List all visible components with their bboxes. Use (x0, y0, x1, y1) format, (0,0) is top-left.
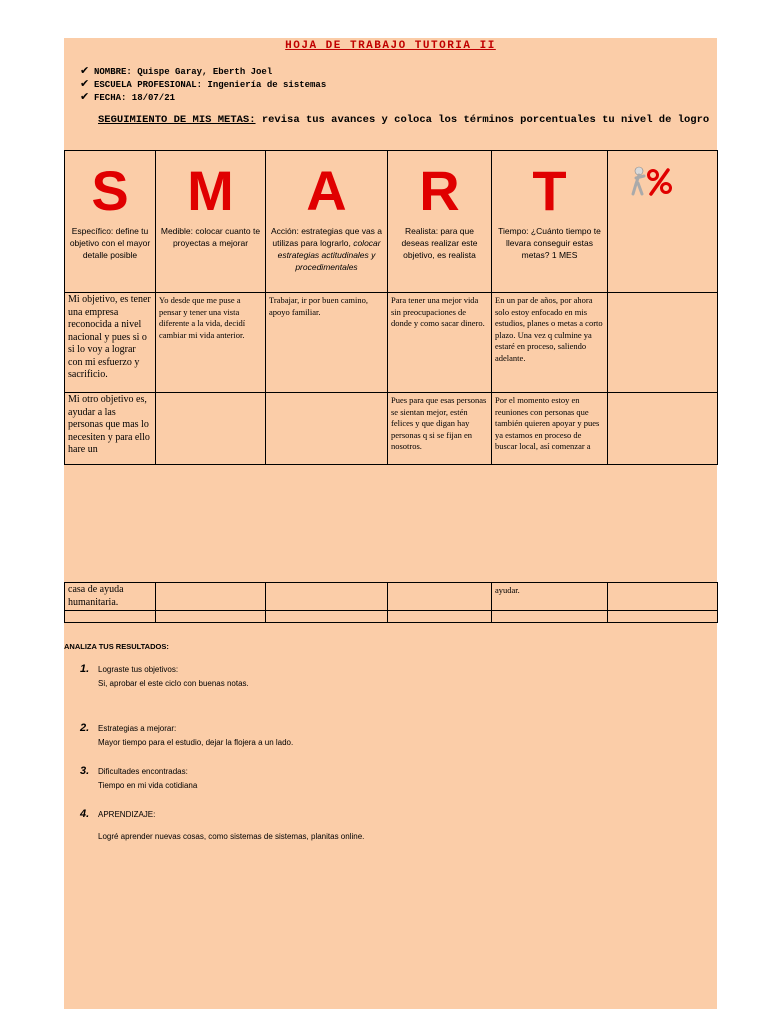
desc-r: Realista: para que deseas realizar este objetivo, es realista (401, 226, 478, 260)
letter-r: R (419, 159, 460, 222)
header-t (492, 151, 608, 293)
row2-percent[interactable] (608, 393, 718, 465)
cont-percent[interactable] (608, 583, 718, 611)
checkmark-icon: ✔ (80, 77, 90, 90)
smart-header-row (65, 151, 718, 293)
desc-s: Específico: define tu objetivo con el mayor detalle posible (69, 226, 151, 260)
info-nombre: ✔ NOMBRE: Quispe Garay, Eberth Joel (80, 64, 273, 77)
cont-r (388, 583, 492, 611)
row1-r: Para tener una mejor vida sin preocupaciones de donde y como sacar dinero. (388, 293, 492, 393)
smart-table-continued (64, 582, 718, 623)
page-title: HOJA DE TRABAJO TUTORIA II (285, 40, 496, 52)
header-s (65, 151, 156, 293)
table-row (65, 611, 718, 623)
cont-t: ayudar. (492, 583, 608, 611)
desc-t: Tiempo: ¿Cuánto tiempo te llevara conseguir estas metas? 1 MES (498, 226, 601, 260)
goals-instruction (98, 114, 716, 127)
cont-m (156, 583, 266, 611)
row2-m (156, 393, 266, 465)
header-r (388, 151, 492, 293)
row1-m: Yo desde que me puse a pensar y tener una vista diferente a la vida, decidí cambiar mi vida anterior. (156, 293, 266, 393)
info-escuela: ✔ ESCUELA PROFESIONAL: Ingeniería de sistemas (80, 77, 327, 90)
percent-figure-icon (630, 164, 678, 198)
worksheet-background-bottom (64, 615, 717, 1009)
goals-label: SEGUIMIENTO DE MIS METAS: (98, 114, 256, 126)
desc-m: Medible: colocar cuanto te proyectas a mejorar (160, 226, 261, 248)
checkmark-icon: ✔ (80, 90, 90, 103)
row2-s: Mi otro objetivo es, ayudar a las personas que mas lo necesiten y para ello hare un (65, 393, 156, 465)
header-m (156, 151, 266, 293)
analiza-heading: ANALIZA TUS RESULTADOS: (64, 642, 169, 651)
cont-a (266, 583, 388, 611)
row1-s: Mi objetivo, es tener una empresa reconocida a nivel nacional y pues si o si lo voy a lograr con mi esfuerzo y sacrificio. (65, 293, 156, 393)
smart-table (64, 150, 718, 465)
letter-t: T (532, 159, 567, 222)
table-row (65, 583, 718, 611)
table-row (65, 393, 718, 465)
row2-t: Por el momento estoy en reuniones con personas que también quieren apoyar y pues ya estamos en proceso de buscar local, así comenzar a (492, 393, 608, 465)
info-fecha: ✔ FECHA: 18/07/21 (80, 90, 176, 103)
row2-a (266, 393, 388, 465)
goals-text: revisa tus avances y coloca los términos porcentuales tu nivel de logro (255, 114, 710, 126)
cont-s: casa de ayuda humanitaria. (65, 583, 156, 611)
row1-a: Trabajar, ir por buen camino, apoyo familiar. (266, 293, 388, 393)
row1-percent[interactable] (608, 293, 718, 393)
letter-a: A (306, 159, 347, 222)
letter-m: M (187, 159, 234, 222)
checkmark-icon: ✔ (80, 64, 90, 77)
table-row (65, 293, 718, 393)
desc-a: Acción: estrategias que vas a utilizas para lograrlo, colocar estrategias actitudinales y procedimentales (270, 226, 383, 272)
header-a (266, 151, 388, 293)
row2-r: Pues para que esas personas se sientan mejor, estén felices y que digan hay personas q si se fijan en nosotros. (388, 393, 492, 465)
row1-t: En un par de años, por ahora solo estoy enfocado en mis estudios, planes o metas a corto plazo. Una vez q culmine ya estaré en proceso, saliendo adelante. (492, 293, 608, 393)
student-info (80, 64, 326, 103)
letter-s: S (91, 159, 129, 222)
